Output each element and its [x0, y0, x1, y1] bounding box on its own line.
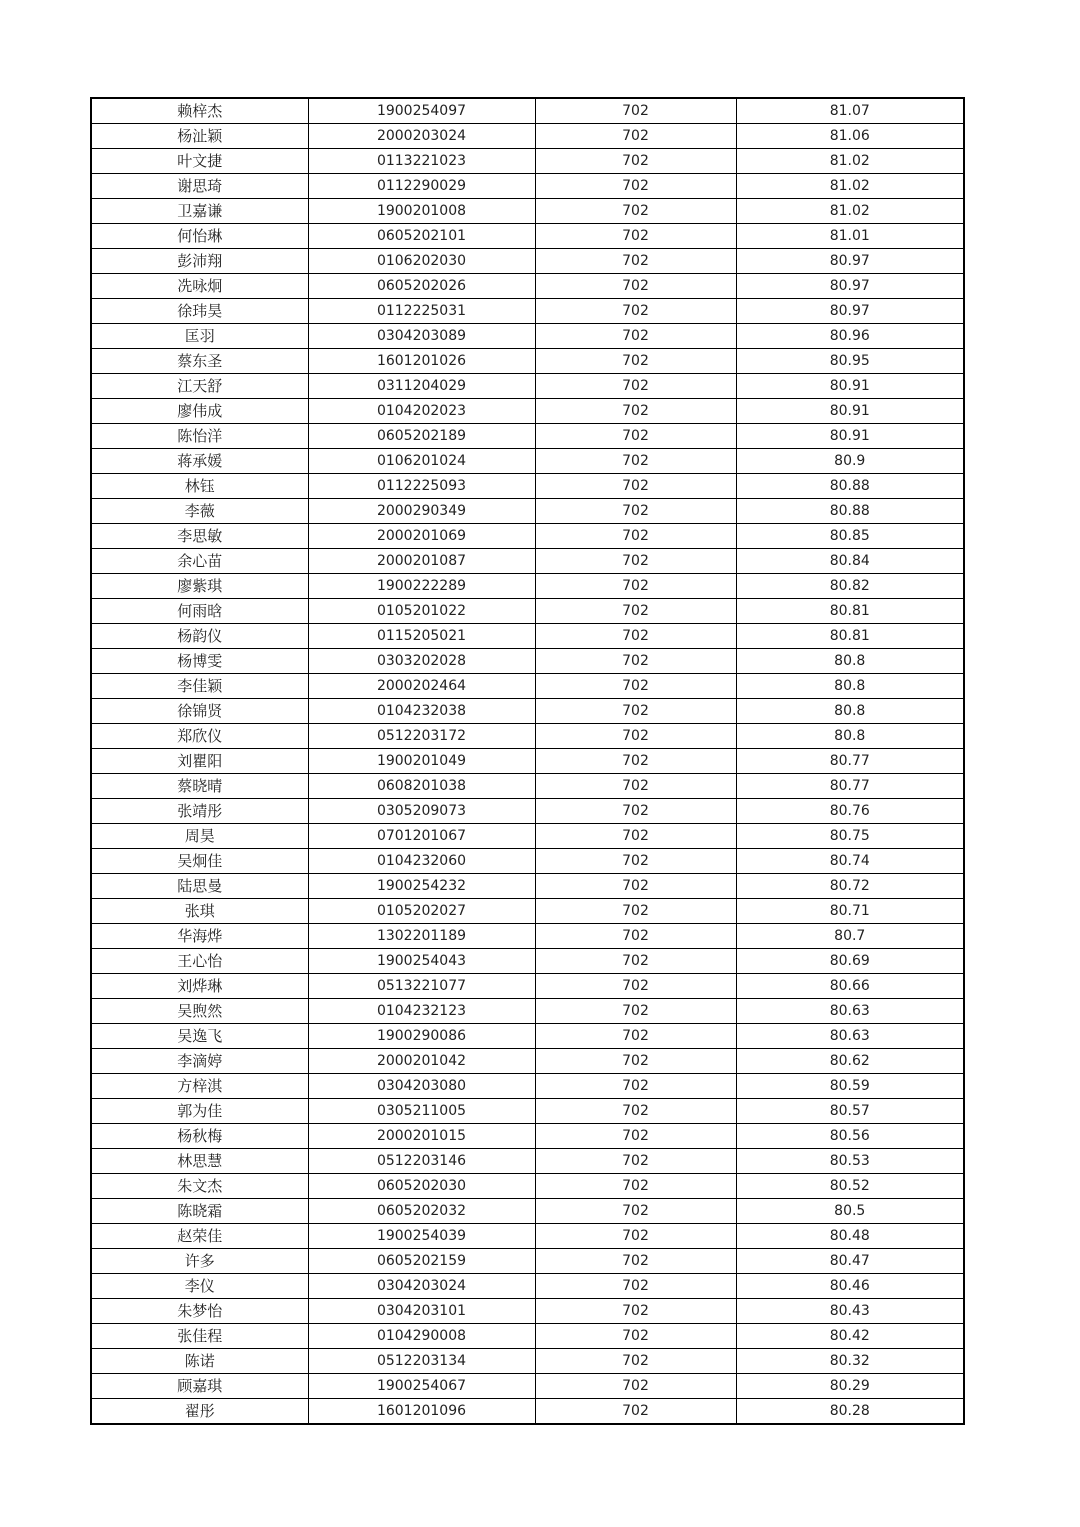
position-code-cell: 702 [535, 324, 736, 349]
table-row [91, 974, 964, 999]
exam-id-cell: 1900222289 [308, 574, 535, 599]
name-cell: 林钰 [91, 474, 308, 499]
position-code-cell: 702 [535, 199, 736, 224]
table-row [91, 224, 964, 249]
score-cell: 80.52 [736, 1174, 964, 1199]
score-cell: 80.46 [736, 1274, 964, 1299]
score-cell: 80.88 [736, 474, 964, 499]
table-row [91, 1124, 964, 1149]
table-row [91, 449, 964, 474]
table-row [91, 599, 964, 624]
position-code-cell: 702 [535, 1099, 736, 1124]
name-cell: 刘瞿阳 [91, 749, 308, 774]
exam-id-cell: 0104232123 [308, 999, 535, 1024]
score-cell: 81.07 [736, 98, 964, 124]
table-body [91, 98, 964, 1424]
position-code-cell: 702 [535, 1224, 736, 1249]
table-row [91, 1074, 964, 1099]
name-cell: 周昊 [91, 824, 308, 849]
name-cell: 余心苗 [91, 549, 308, 574]
table-row [91, 1299, 964, 1324]
name-cell: 许多 [91, 1249, 308, 1274]
table-row [91, 349, 964, 374]
position-code-cell: 702 [535, 1124, 736, 1149]
position-code-cell: 702 [535, 1299, 736, 1324]
exam-id-cell: 2000202464 [308, 674, 535, 699]
exam-id-cell: 0104232038 [308, 699, 535, 724]
score-cell: 80.63 [736, 1024, 964, 1049]
exam-id-cell: 0605202032 [308, 1199, 535, 1224]
score-cell: 80.97 [736, 249, 964, 274]
score-cell: 80.88 [736, 499, 964, 524]
name-cell: 蔡晓晴 [91, 774, 308, 799]
exam-id-cell: 2000201042 [308, 1049, 535, 1074]
score-cell: 80.74 [736, 849, 964, 874]
name-cell: 吴逸飞 [91, 1024, 308, 1049]
exam-id-cell: 1601201096 [308, 1399, 535, 1425]
table-row [91, 1349, 964, 1374]
exam-id-cell: 0311204029 [308, 374, 535, 399]
position-code-cell: 702 [535, 349, 736, 374]
table-row [91, 749, 964, 774]
name-cell: 吴煦然 [91, 999, 308, 1024]
position-code-cell: 702 [535, 524, 736, 549]
score-cell: 80.8 [736, 699, 964, 724]
exam-id-cell: 2000201015 [308, 1124, 535, 1149]
position-code-cell: 702 [535, 999, 736, 1024]
table-row [91, 1174, 964, 1199]
name-cell: 杨博雯 [91, 649, 308, 674]
position-code-cell: 702 [535, 1274, 736, 1299]
score-cell: 80.85 [736, 524, 964, 549]
score-cell: 80.63 [736, 999, 964, 1024]
name-cell: 陈诺 [91, 1349, 308, 1374]
score-cell: 80.97 [736, 274, 964, 299]
name-cell: 何怡琳 [91, 224, 308, 249]
score-cell: 80.7 [736, 924, 964, 949]
table-row [91, 524, 964, 549]
name-cell: 华海烨 [91, 924, 308, 949]
exam-id-cell: 0106201024 [308, 449, 535, 474]
name-cell: 蒋承媛 [91, 449, 308, 474]
name-cell: 翟彤 [91, 1399, 308, 1425]
position-code-cell: 702 [535, 874, 736, 899]
exam-id-cell: 0304203024 [308, 1274, 535, 1299]
score-cell: 80.29 [736, 1374, 964, 1399]
name-cell: 王心怡 [91, 949, 308, 974]
name-cell: 陆思曼 [91, 874, 308, 899]
score-cell: 80.82 [736, 574, 964, 599]
score-cell: 80.62 [736, 1049, 964, 1074]
exam-id-cell: 0305209073 [308, 799, 535, 824]
position-code-cell: 702 [535, 1149, 736, 1174]
position-code-cell: 702 [535, 1174, 736, 1199]
position-code-cell: 702 [535, 174, 736, 199]
table-row [91, 474, 964, 499]
score-cell: 80.91 [736, 399, 964, 424]
exam-id-cell: 0104232060 [308, 849, 535, 874]
exam-id-cell: 0115205021 [308, 624, 535, 649]
table-row [91, 774, 964, 799]
table-row [91, 424, 964, 449]
score-cell: 80.57 [736, 1099, 964, 1124]
table-row [91, 199, 964, 224]
position-code-cell: 702 [535, 724, 736, 749]
score-cell: 80.81 [736, 624, 964, 649]
position-code-cell: 702 [535, 424, 736, 449]
exam-id-cell: 0304203080 [308, 1074, 535, 1099]
table-row [91, 124, 964, 149]
name-cell: 江天舒 [91, 374, 308, 399]
name-cell: 张佳程 [91, 1324, 308, 1349]
score-cell: 80.77 [736, 774, 964, 799]
score-cell: 80.97 [736, 299, 964, 324]
exam-id-cell: 1601201026 [308, 349, 535, 374]
table-row [91, 624, 964, 649]
name-cell: 谢思琦 [91, 174, 308, 199]
position-code-cell: 702 [535, 749, 736, 774]
position-code-cell: 702 [535, 699, 736, 724]
exam-id-cell: 0113221023 [308, 149, 535, 174]
name-cell: 蔡东圣 [91, 349, 308, 374]
table-row [91, 1049, 964, 1074]
name-cell: 彭沛翔 [91, 249, 308, 274]
position-code-cell: 702 [535, 1374, 736, 1399]
table-row [91, 549, 964, 574]
score-cell: 80.59 [736, 1074, 964, 1099]
table-row [91, 574, 964, 599]
name-cell: 廖紫琪 [91, 574, 308, 599]
exam-id-cell: 0608201038 [308, 774, 535, 799]
position-code-cell: 702 [535, 449, 736, 474]
table-row [91, 899, 964, 924]
exam-id-cell: 2000203024 [308, 124, 535, 149]
name-cell: 徐锦贤 [91, 699, 308, 724]
exam-id-cell: 0112225093 [308, 474, 535, 499]
position-code-cell: 702 [535, 149, 736, 174]
exam-id-cell: 0106202030 [308, 249, 535, 274]
score-cell: 80.91 [736, 374, 964, 399]
table-row [91, 249, 964, 274]
score-table [90, 97, 965, 1425]
position-code-cell: 702 [535, 674, 736, 699]
exam-id-cell: 1900201049 [308, 749, 535, 774]
position-code-cell: 702 [535, 649, 736, 674]
score-cell: 80.76 [736, 799, 964, 824]
table-row [91, 274, 964, 299]
name-cell: 何雨晗 [91, 599, 308, 624]
position-code-cell: 702 [535, 974, 736, 999]
position-code-cell: 702 [535, 224, 736, 249]
table-row [91, 174, 964, 199]
exam-id-cell: 0701201067 [308, 824, 535, 849]
score-cell: 80.32 [736, 1349, 964, 1374]
score-cell: 80.69 [736, 949, 964, 974]
position-code-cell: 702 [535, 299, 736, 324]
name-cell: 杨韵仪 [91, 624, 308, 649]
position-code-cell: 702 [535, 1249, 736, 1274]
position-code-cell: 702 [535, 574, 736, 599]
score-cell: 80.84 [736, 549, 964, 574]
name-cell: 张琪 [91, 899, 308, 924]
position-code-cell: 702 [535, 949, 736, 974]
table-row [91, 724, 964, 749]
name-cell: 赵荣佳 [91, 1224, 308, 1249]
score-cell: 80.47 [736, 1249, 964, 1274]
name-cell: 方梓淇 [91, 1074, 308, 1099]
score-cell: 81.01 [736, 224, 964, 249]
exam-id-cell: 0304203101 [308, 1299, 535, 1324]
table-row [91, 924, 964, 949]
table-row [91, 98, 964, 124]
score-cell: 81.02 [736, 174, 964, 199]
table-row [91, 849, 964, 874]
table-row [91, 399, 964, 424]
position-code-cell: 702 [535, 824, 736, 849]
exam-id-cell: 0305211005 [308, 1099, 535, 1124]
name-cell: 杨秋梅 [91, 1124, 308, 1149]
name-cell: 李思敏 [91, 524, 308, 549]
position-code-cell: 702 [535, 274, 736, 299]
score-cell: 80.81 [736, 599, 964, 624]
name-cell: 卫嘉谦 [91, 199, 308, 224]
score-cell: 80.8 [736, 674, 964, 699]
table-row [91, 699, 964, 724]
table-row [91, 949, 964, 974]
exam-id-cell: 0304203089 [308, 324, 535, 349]
position-code-cell: 702 [535, 599, 736, 624]
exam-id-cell: 1900254232 [308, 874, 535, 899]
position-code-cell: 702 [535, 374, 736, 399]
name-cell: 叶文捷 [91, 149, 308, 174]
exam-id-cell: 2000201069 [308, 524, 535, 549]
name-cell: 吴炯佳 [91, 849, 308, 874]
position-code-cell: 702 [535, 499, 736, 524]
exam-id-cell: 1900290086 [308, 1024, 535, 1049]
score-cell: 81.06 [736, 124, 964, 149]
name-cell: 顾嘉琪 [91, 1374, 308, 1399]
table-row [91, 824, 964, 849]
exam-id-cell: 0104202023 [308, 399, 535, 424]
name-cell: 冼咏炯 [91, 274, 308, 299]
position-code-cell: 702 [535, 1349, 736, 1374]
score-cell: 80.96 [736, 324, 964, 349]
table-row [91, 1274, 964, 1299]
name-cell: 陈晓霜 [91, 1199, 308, 1224]
score-cell: 80.43 [736, 1299, 964, 1324]
score-cell: 80.75 [736, 824, 964, 849]
exam-id-cell: 0105202027 [308, 899, 535, 924]
exam-id-cell: 0605202026 [308, 274, 535, 299]
exam-id-cell: 0605202030 [308, 1174, 535, 1199]
name-cell: 张靖彤 [91, 799, 308, 824]
score-cell: 80.95 [736, 349, 964, 374]
position-code-cell: 702 [535, 1049, 736, 1074]
exam-id-cell: 1900201008 [308, 199, 535, 224]
name-cell: 李薇 [91, 499, 308, 524]
table-row [91, 374, 964, 399]
name-cell: 林思慧 [91, 1149, 308, 1174]
exam-id-cell: 1900254039 [308, 1224, 535, 1249]
position-code-cell: 702 [535, 849, 736, 874]
score-cell: 80.53 [736, 1149, 964, 1174]
name-cell: 李滴婷 [91, 1049, 308, 1074]
exam-id-cell: 1302201189 [308, 924, 535, 949]
score-cell: 80.91 [736, 424, 964, 449]
position-code-cell: 702 [535, 249, 736, 274]
position-code-cell: 702 [535, 1024, 736, 1049]
name-cell: 赖梓杰 [91, 98, 308, 124]
exam-id-cell: 0112225031 [308, 299, 535, 324]
name-cell: 廖伟成 [91, 399, 308, 424]
table-row [91, 1099, 964, 1124]
position-code-cell: 702 [535, 1199, 736, 1224]
table-row [91, 1374, 964, 1399]
name-cell: 郑欣仪 [91, 724, 308, 749]
position-code-cell: 702 [535, 98, 736, 124]
score-cell: 80.56 [736, 1124, 964, 1149]
position-code-cell: 702 [535, 899, 736, 924]
position-code-cell: 702 [535, 474, 736, 499]
score-cell: 81.02 [736, 199, 964, 224]
position-code-cell: 702 [535, 549, 736, 574]
table-row [91, 674, 964, 699]
table-row [91, 999, 964, 1024]
table-row [91, 324, 964, 349]
name-cell: 匡羽 [91, 324, 308, 349]
exam-id-cell: 0512203146 [308, 1149, 535, 1174]
score-cell: 80.77 [736, 749, 964, 774]
exam-id-cell: 0112290029 [308, 174, 535, 199]
score-cell: 80.66 [736, 974, 964, 999]
table-row [91, 1024, 964, 1049]
position-code-cell: 702 [535, 1399, 736, 1425]
name-cell: 陈怡洋 [91, 424, 308, 449]
exam-id-cell: 0105201022 [308, 599, 535, 624]
score-cell: 80.28 [736, 1399, 964, 1425]
score-cell: 80.48 [736, 1224, 964, 1249]
table-row [91, 1149, 964, 1174]
table-row [91, 799, 964, 824]
exam-id-cell: 0512203134 [308, 1349, 535, 1374]
position-code-cell: 702 [535, 399, 736, 424]
name-cell: 刘烨琳 [91, 974, 308, 999]
exam-id-cell: 0104290008 [308, 1324, 535, 1349]
score-cell: 80.8 [736, 724, 964, 749]
position-code-cell: 702 [535, 124, 736, 149]
exam-id-cell: 1900254097 [308, 98, 535, 124]
score-cell: 81.02 [736, 149, 964, 174]
table-row [91, 149, 964, 174]
table-row [91, 1249, 964, 1274]
table-row [91, 1324, 964, 1349]
table-row [91, 874, 964, 899]
score-cell: 80.5 [736, 1199, 964, 1224]
table-row [91, 1399, 964, 1425]
name-cell: 杨沚颖 [91, 124, 308, 149]
position-code-cell: 702 [535, 924, 736, 949]
score-cell: 80.72 [736, 874, 964, 899]
position-code-cell: 702 [535, 624, 736, 649]
position-code-cell: 702 [535, 1324, 736, 1349]
table-row [91, 1224, 964, 1249]
score-cell: 80.42 [736, 1324, 964, 1349]
table-row [91, 499, 964, 524]
exam-id-cell: 2000290349 [308, 499, 535, 524]
table-row [91, 299, 964, 324]
exam-id-cell: 0605202159 [308, 1249, 535, 1274]
exam-id-cell: 1900254043 [308, 949, 535, 974]
exam-id-cell: 1900254067 [308, 1374, 535, 1399]
exam-id-cell: 2000201087 [308, 549, 535, 574]
exam-id-cell: 0303202028 [308, 649, 535, 674]
name-cell: 朱文杰 [91, 1174, 308, 1199]
exam-id-cell: 0605202101 [308, 224, 535, 249]
exam-id-cell: 0605202189 [308, 424, 535, 449]
name-cell: 李仪 [91, 1274, 308, 1299]
exam-id-cell: 0513221077 [308, 974, 535, 999]
name-cell: 朱梦怡 [91, 1299, 308, 1324]
score-cell: 80.71 [736, 899, 964, 924]
score-cell: 80.9 [736, 449, 964, 474]
position-code-cell: 702 [535, 774, 736, 799]
name-cell: 郭为佳 [91, 1099, 308, 1124]
name-cell: 徐玮昊 [91, 299, 308, 324]
table-row [91, 1199, 964, 1224]
position-code-cell: 702 [535, 799, 736, 824]
name-cell: 李佳颖 [91, 674, 308, 699]
table-row [91, 649, 964, 674]
exam-id-cell: 0512203172 [308, 724, 535, 749]
position-code-cell: 702 [535, 1074, 736, 1099]
score-cell: 80.8 [736, 649, 964, 674]
